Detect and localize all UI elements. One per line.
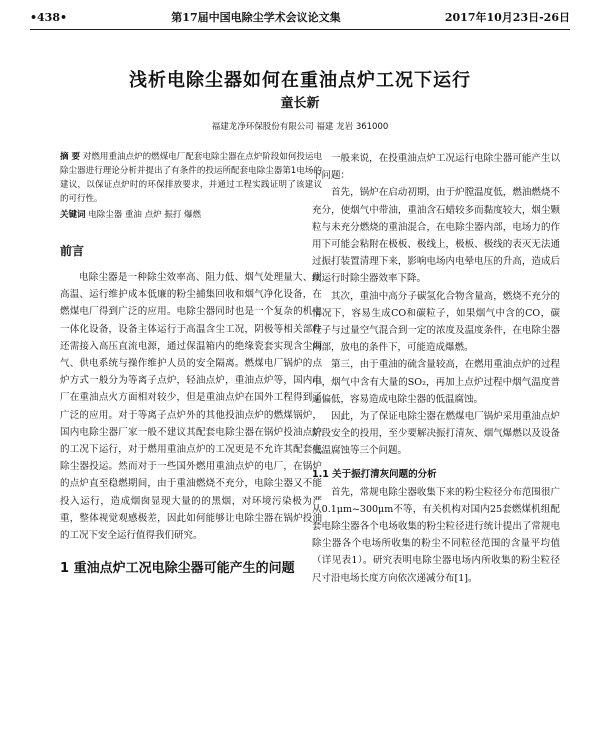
author-name: 童长新 [280,96,320,111]
keywords-label: 关键词 [60,210,86,220]
header-rule [30,29,570,30]
section1-heading: 1 重油点炉工况电除尘器可能产生的问题 [60,561,295,577]
abstract [60,150,322,206]
left-column [60,150,322,590]
keywords [60,208,322,222]
section1-therefore: 因此，为了保证电除尘器在燃煤电厂锅炉采用重油点炉阶段安全的投用，至少要解决振打清灰、烟气爆燃以及设备低温腐蚀等三个问题。 [312,411,560,457]
affiliation: 福建龙净环保股份有限公司 福建 龙岩 361000 [211,122,389,132]
subsection-paragraph: 首先，常规电除尘器收集下来的粉尘粒径分布范围很广从0.1μm~300μm不等，有关机构对国内25套燃煤机组配套电除尘器各个电场收集的粉尘粒径进行统计提出了常规电除尘器各个电场所收集的粉尘不同粒径范围的含量平均值（详见表1）。研究表明电除尘器电场内所收集的粉尘粒径尺寸沿电场长度方向依次递减分布[1]。 [312,486,560,584]
section1-intro: 一般来说，在投重油点炉工况运行电除尘器可能产生以下问题： [312,153,560,182]
preface-paragraph: 电除尘器是一种除尘效率高、阻力低、烟气处理量大、耐高温、运行维护成本低廉的粉尘捕集回收和烟气净化设备，在燃煤电厂得到广泛的应用。电除尘器同时也是一个复杂的机电一体化设备，设备主体运行于高温含尘工况，阴极等相关部件还需接入高压直流电源，通过保温箱内的绝缘瓷套实现含尘烟气、供电系统与操作维护人员的安全隔离。燃煤电厂锅炉的点炉方式一般分为等离子点炉，轻油点炉，重油点炉等，国内电厂在重油点火方面相对较少，但是重油点炉在国外工程得到了广泛的应用。对于等离子点炉外的其他投油点炉的燃煤锅炉，国内电除尘器厂家一般不建议其配套电除尘器在锅炉投油点炉的工况下运行，对于燃用重油点炉的工况更是不允许其配套电除尘器投运。然而对于一些国外燃用重油点炉的电厂，在锅炉的点炉直至稳燃期间，由于重油燃烧不充分，电除尘器又不能投入运行，造成烟囱显现大量的的黑烟，对环境污染极为严重，整体视觉观感极差，因此如何能够让电除尘器在锅炉投油的工况下安全运行值得我们研究。 [60,272,322,542]
journal-title: 第17届中国电除尘学术会议论文集 [171,11,341,24]
page-number: •438• [30,10,68,24]
abstract-text: 对燃用重油点炉的燃煤电厂配套电除尘器在点炉阶段如何投运电除尘器进行理论分析并提出了有条件的投运所配套电除尘器第1电场的建议，以保证点炉时的环保排放要求，并通过工程实践证明了该建议的可行性。 [60,152,322,204]
paper-title: 浅析电除尘器如何在重油点炉工况下运行 [129,70,471,91]
subsection-heading: 1.1 关于振打清灰问题的分析 [312,468,437,480]
preface-heading: 前言 [60,244,85,258]
section1-first: 首先，锅炉在启动初期，由于炉膛温度低，燃油燃烧不充分，使烟气中带油，重油含石蜡较多而黏度较大，烟尘颗粒与未充分燃烧的重油混合，在电除尘器内部，电场力的作用下可能会粘附在极板、极线上，极板、极线的表灭无法通过振打装置清理下来，影响电场内电晕电压的升高，造成后续运行时除尘器效率下降。 [312,187,560,285]
right-column [312,150,560,587]
section1-third: 第三，由于重油的硫含量较高，在燃用重油点炉的过程中，烟气中含有大量的SO₂，再加上点炉过程中烟气温度普遍偏低，容易造成电除尘器的低温腐蚀。 [312,359,560,405]
conference-date: 2017年10月23日-26日 [444,11,570,24]
running-header [30,8,570,26]
keywords-text: 电除尘器 重油 点炉 振打 爆燃 [88,210,202,220]
section1-second: 其次，重油中高分子碳氢化合物含量高，燃烧不充分的情况下，容易生成CO和碳粒子，如果烟气中含的CO，碳粒子与过量空气混合到一定的浓度及温度条件，在电除尘器内部，放电的条件下，可能造成爆燃。 [312,290,560,354]
abstract-label: 摘 要 [60,152,81,162]
